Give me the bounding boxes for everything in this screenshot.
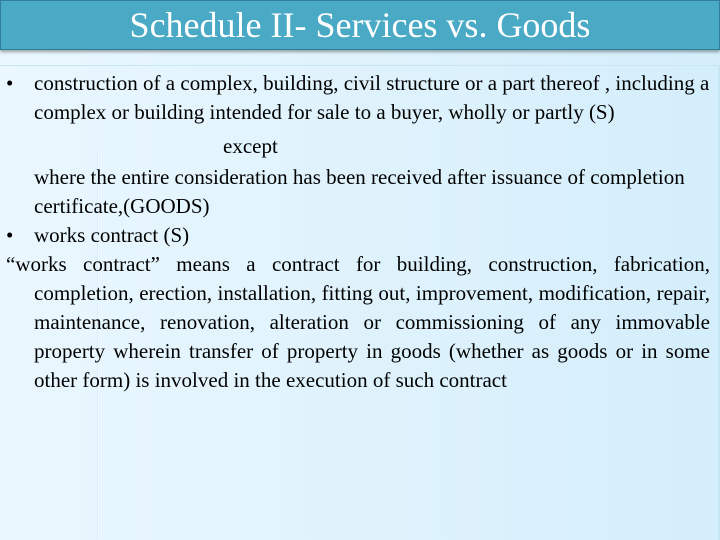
bullet-item-works-contract — [6, 221, 710, 250]
bullet-item-construction — [6, 69, 710, 127]
title-bar — [0, 0, 720, 50]
bullet-icon: • — [6, 223, 14, 247]
bullet-text-works-contract: works contract (S) — [34, 223, 190, 247]
condition-text: where the entire consideration has been received after issuance of completion certificate,(GOODS) — [34, 165, 685, 218]
slide-title: Schedule II- Services vs. Goods — [129, 5, 591, 45]
except-text: except — [223, 134, 278, 158]
bullet-icon: • — [6, 71, 14, 95]
bullet-text-construction: construction of a complex, building, civil structure or a part thereof , including a complex or building intended for sale to a buyer, wholly or partly (S) — [34, 71, 710, 124]
slide-body — [6, 69, 710, 395]
works-contract-definition: “works contract” means a contract for building, construction, fabrication, completion, erection, installation, fitting out, improvement, modification, repair, maintenance, renovation, alteration or commissioning of any immovable property wherein transfer of property in goods (whether as goods or in some other form) is involved in the execution of such contract — [6, 252, 710, 392]
content-top-border — [0, 65, 720, 66]
